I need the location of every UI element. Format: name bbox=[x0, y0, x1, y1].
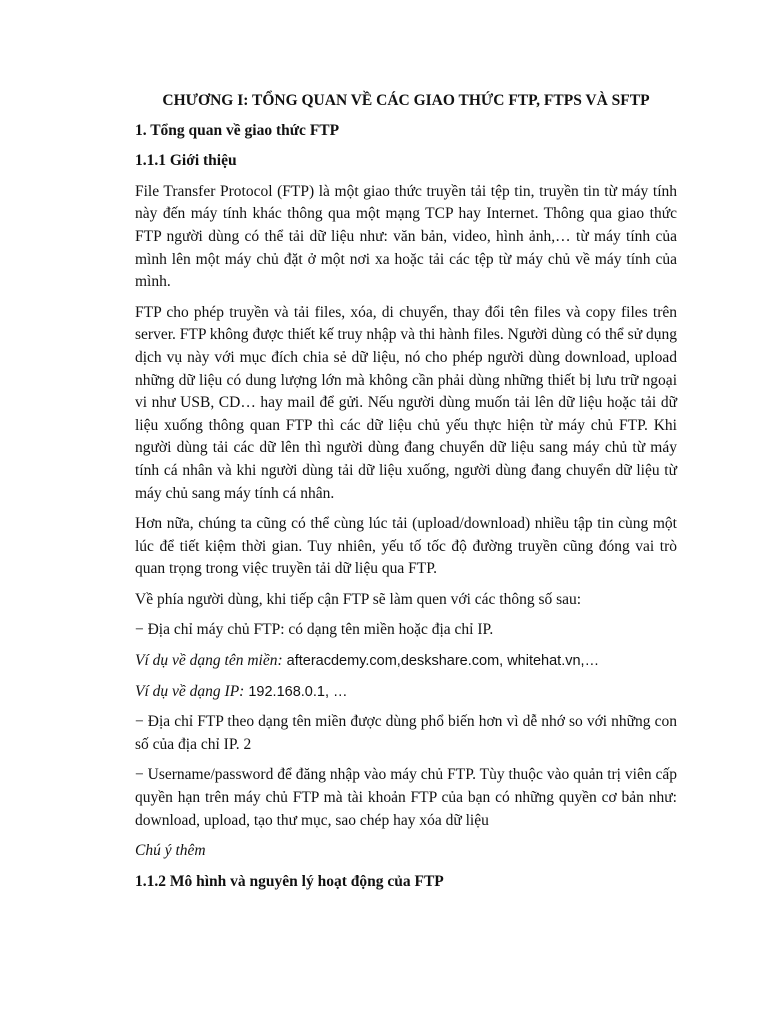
paragraph-ftp-features-text: FTP cho phép truyền và tải files, xóa, di chuyển, thay đổi tên files và copy files trên server. FTP không được thiết kế truy nhập và thi hành files. Người dùng có thể sử dụng dịch vụ này với mục đích chia sẻ dữ liệu, nó cho phép người dùng download, upload những dữ liệu có dung lượng lớn mà không cần phải dùng những thiết bị lưu trữ ngoại vi như USB, CD… hay mail để gửi. Nếu người dùng muốn tải lên dữ liệu hoặc tải dữ liệu xuống thông quan FTP thì các dữ liệu chủ yếu thực hiện từ máy chủ FTP. Khi người dùng tải các dữ lên thì người dùng đang chuyển dữ liệu sang máy chủ từ máy tính cá nhân và khi người dùng tải dữ liệu xuống, người dùng đang chuyển dữ liệu từ máy chủ sang máy tính cá nhân. bbox=[135, 303, 677, 502]
paragraph-multi-transfer-text: Hơn nữa, chúng ta cũng có thể cùng lúc tải (upload/download) nhiều tập tin cùng một lúc để tiết kiệm thời gian. Tuy nhiên, yếu tố tốc độ đường truyền cũng đóng vai trò quan trọng trong việc truyền tải dữ liệu qua FTP. bbox=[135, 515, 677, 578]
example-ip bbox=[135, 681, 677, 704]
paragraph-ftp-features bbox=[135, 302, 677, 505]
paragraph-multi-transfer bbox=[135, 513, 677, 581]
document-page bbox=[135, 90, 677, 901]
section-heading-1-1-1: 1.1.1 Giới thiệu bbox=[135, 152, 237, 170]
example-domain bbox=[135, 650, 677, 673]
list-item-server-address: − Địa chỉ máy chủ FTP: có dạng tên miền hoặc địa chỉ IP. bbox=[135, 621, 494, 639]
section-heading-1: 1. Tổng quan về giao thức FTP bbox=[135, 121, 340, 139]
section-heading-1-1-2: 1.1.2 Mô hình và nguyên lý hoạt động của FTP bbox=[135, 872, 444, 890]
list-item-domain-preference: − Địa chỉ FTP theo dạng tên miền được dùng phổ biến hơn vì dễ nhớ so với những con số của địa chỉ IP. 2 bbox=[135, 713, 677, 753]
example-ip-value: 192.168.0.1, … bbox=[244, 683, 348, 700]
paragraph-intro bbox=[135, 181, 677, 294]
note-label: Chú ý thêm bbox=[135, 842, 206, 860]
example-domain-label: Ví dụ về dạng tên miền: bbox=[135, 652, 283, 670]
chapter-title: CHƯƠNG I: TỔNG QUAN VỀ CÁC GIAO THỨC FTP, FTPS VÀ SFTP bbox=[162, 92, 650, 109]
example-ip-label: Ví dụ về dạng IP: bbox=[135, 682, 245, 700]
example-domain-value: afteracdemy.com,deskshare.com, whitehat.vn,… bbox=[282, 653, 600, 670]
paragraph-intro-text: File Transfer Protocol (FTP) là một giao thức truyền tải tệp tin, truyền tin từ máy tính này đến máy tính khác thông qua một mạng TCP hay Internet. Thông qua giao thức FTP người dùng có thể tải dữ liệu như: văn bản, video, hình ảnh,… từ máy tính của mình lên một máy chủ đặt ở một nơi xa hoặc tải các tệp từ máy chủ về máy tính của mình. bbox=[135, 182, 677, 291]
paragraph-user-params: Về phía người dùng, khi tiếp cận FTP sẽ làm quen với các thông số sau: bbox=[135, 590, 582, 608]
list-item-credentials: − Username/password để đăng nhập vào máy chủ FTP. Tùy thuộc vào quản trị viên cấp quyền hạn trên máy chủ FTP mà tài khoản FTP của bạn có những quyền cơ bản như: download, upload, tạo thư mục, sao chép hay xóa dữ liệu bbox=[135, 766, 677, 829]
